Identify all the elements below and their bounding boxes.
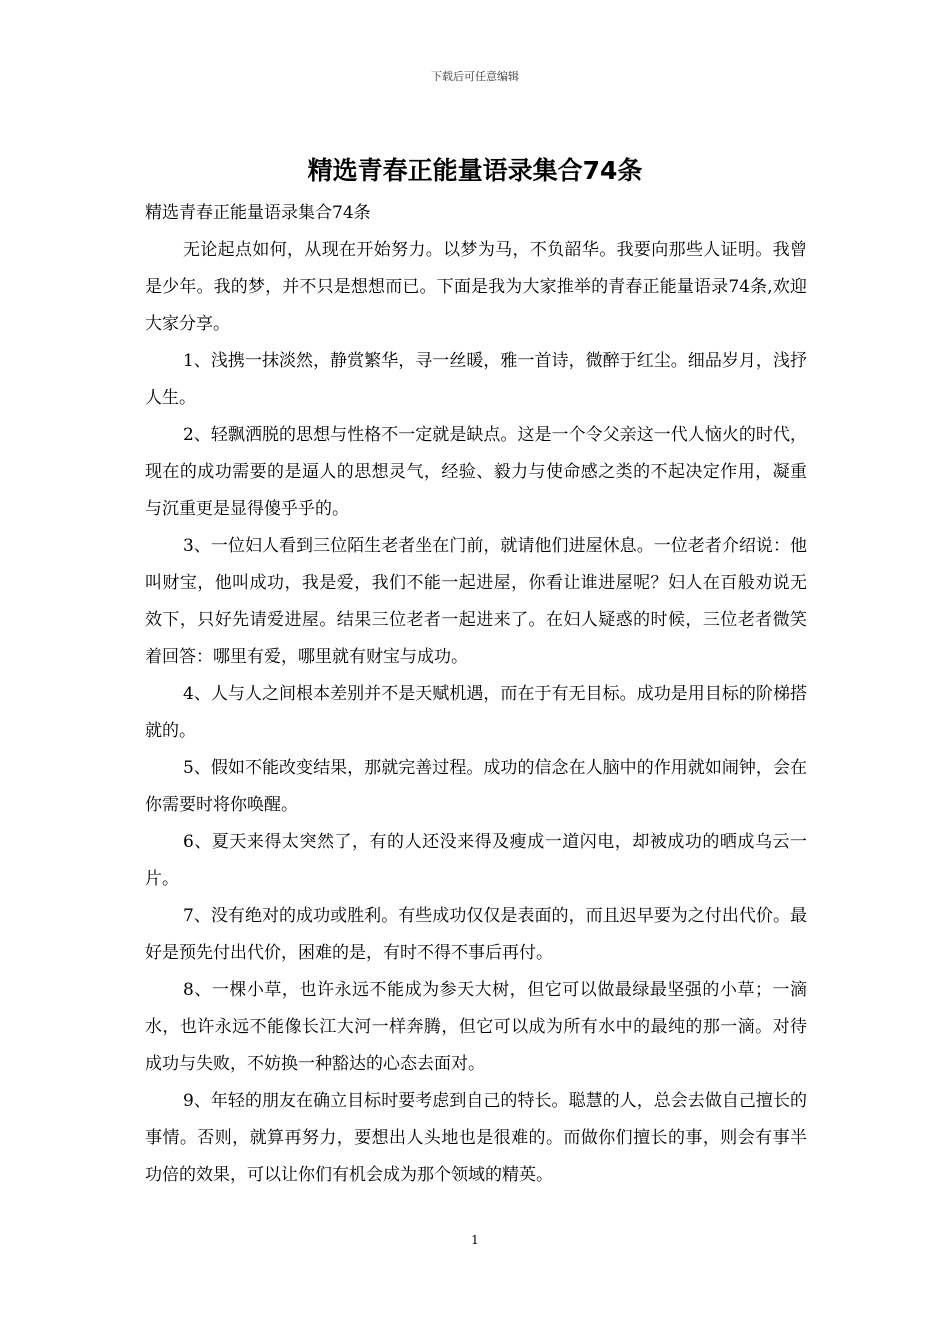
document-subtitle: 精选青春正能量语录集合74条 (145, 203, 371, 223)
paragraph-8: 8、一棵小草，也许永远不能成为参天大树，但它可以做最绿最坚强的小草；一滴水，也许永远不能像长江大河一样奔腾，但它可以成为所有水中的最纯的那一滴。对待成功与失败，不妨换一种豁达的心态去面对。 (145, 980, 807, 1074)
paragraph-7: 7、没有绝对的成功或胜利。有些成功仅仅是表面的，而且迟早要为之付出代价。最好是预先付出代价，困难的是，有时不得不事后再付。 (145, 906, 807, 963)
paragraph-3: 3、一位妇人看到三位陌生老者坐在门前，就请他们进屋休息。一位老者介绍说：他叫财宝，他叫成功，我是爱，我们不能一起进屋，你看让谁进屋呢？妇人在百般劝说无效下，只好先请爱进屋。结果三位老者一起进来了。在妇人疑惑的时候，三位老者微笑着回答：哪里有爱，哪里就有财宝与成功。 (145, 536, 807, 667)
paragraph-6: 6、夏天来得太突然了，有的人还没来得及瘦成一道闪电，却被成功的晒成乌云一片。 (145, 832, 807, 889)
paragraph-1: 1、浅携一抹淡然，静赏繁华，寻一丝暖，雅一首诗，微醉于红尘。细品岁月，浅抒人生。 (145, 351, 807, 408)
paragraph-9: 9、年轻的朋友在确立目标时要考虑到自己的特长。聪慧的人，总会去做自己擅长的事情。否则，就算再努力，要想出人头地也是很难的。而做你们擅长的事，则会有事半功倍的效果，可以让你们有机会成为那个领域的精英。 (145, 1091, 807, 1185)
paragraph-intro: 无论起点如何，从现在开始努力。以梦为马，不负韶华。我要向那些人证明。我曾是少年。我的梦，并不只是想想而已。下面是我为大家推举的青春正能量语录74条,欢迎大家分享。 (145, 240, 807, 334)
paragraph-2: 2、轻飘洒脱的思想与性格不一定就是缺点。这是一个令父亲这一代人恼火的时代，现在的成功需要的是逼人的思想灵气，经验、毅力与使命感之类的不起决定作用，凝重与沉重更是显得傻乎乎的。 (145, 425, 807, 519)
page-header: 下载后可任意编辑 (431, 70, 519, 83)
paragraph-4: 4、人与人之间根本差别并不是天赋机遇，而在于有无目标。成功是用目标的阶梯搭就的。 (145, 684, 807, 741)
page-number: 1 (471, 1233, 479, 1247)
paragraph-5: 5、假如不能改变结果，那就完善过程。成功的信念在人脑中的作用就如闹钟，会在你需要时将你唤醒。 (145, 758, 807, 815)
document-title: 精选青春正能量语录集合74条 (307, 156, 643, 185)
document-body (145, 198, 807, 1194)
